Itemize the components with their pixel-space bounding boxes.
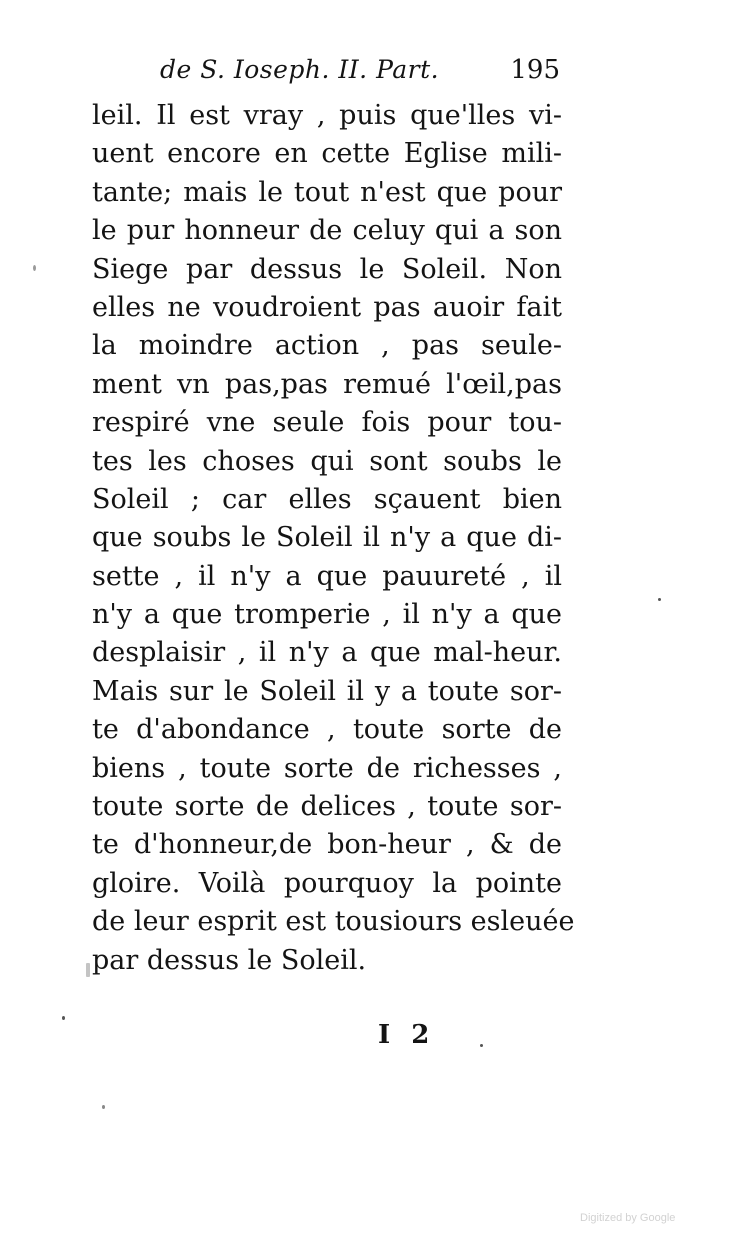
page-number: 195 <box>510 55 560 85</box>
text-line: leil. Il est vray , puis que'lles vi- <box>92 100 562 131</box>
ink-speck <box>86 963 90 977</box>
running-title: de S. Ioseph. II. Part. <box>160 55 440 84</box>
text-line: tes les choses qui sont soubs le <box>92 445 562 477</box>
text-line: toute sorte de delices , toute sor- <box>92 791 562 823</box>
ink-speck <box>102 1105 105 1109</box>
text-line-last: par dessus le Soleil. <box>92 944 367 976</box>
signature-mark: I 2 <box>378 1020 436 1050</box>
ink-speck <box>658 598 661 601</box>
ink-speck <box>480 1044 483 1047</box>
text-line: elles ne voudroient pas auoir fait <box>92 291 562 323</box>
text-line: ment vn pas,pas remué l'œil,pas <box>92 368 562 400</box>
text-line: te d'abondance , toute sorte de <box>92 714 562 746</box>
text-line: la moindre action , pas seule- <box>92 330 562 362</box>
running-head <box>160 55 560 91</box>
text-line: de leur esprit est tousiours esleuée <box>92 906 575 938</box>
text-line: Siege par dessus le Soleil. Non <box>92 253 562 285</box>
text-line: n'y a que tromperie , il n'y a que <box>92 599 562 631</box>
scan-watermark: Digitized by Google <box>580 1212 676 1224</box>
body-text <box>92 97 575 980</box>
ink-speck <box>62 1016 65 1020</box>
text-line: Soleil ; car elles sçauent bien <box>92 483 562 515</box>
text-line: respiré vne seule fois pour tou- <box>92 407 562 439</box>
text-line: tante; mais le tout n'est que pour <box>92 176 562 208</box>
text-line: Mais sur le Soleil il y a toute sor- <box>92 675 562 707</box>
text-line: gloire. Voilà pourquoy la pointe <box>92 867 562 899</box>
text-line: desplaisir , il n'y a que mal-heur. <box>92 637 562 669</box>
text-line: le pur honneur de celuy qui a son <box>92 215 562 247</box>
text-line: biens , toute sorte de richesses , <box>92 752 562 784</box>
text-line: te d'honneur,de bon-heur , & de <box>92 829 562 861</box>
ink-speck <box>33 265 36 271</box>
text-line: que soubs le Soleil il n'y a que di- <box>92 522 562 554</box>
text-line: sette , il n'y a que pauureté , il <box>92 560 562 592</box>
text-line: uent encore en cette Eglise mili- <box>92 138 562 170</box>
